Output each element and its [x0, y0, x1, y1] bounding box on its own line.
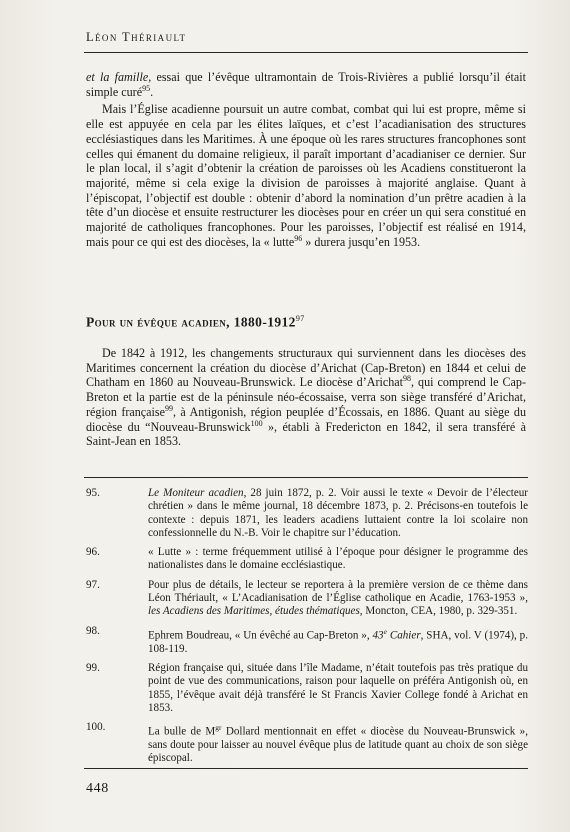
- footnote-number: 96.: [86, 546, 100, 559]
- paragraph-2-part2: » durera jusqu’en 1953.: [302, 234, 421, 249]
- note-ref-97[interactable]: 97: [295, 314, 305, 323]
- footnote-segment: « Lutte » : terme fréquemment utilisé à l’époque pour désigner le programme des nationalistes dans le domaine ecclésiastique.: [148, 546, 528, 572]
- paragraph-1: [86, 70, 526, 99]
- footnote-segment: Pour plus de détails, le lecteur se reportera à la première version de ce thème dans Léon Thériault, « L’Acadianisation de l’Église catholique en Acadie, 1763-1953 »,: [148, 578, 528, 605]
- paragraph-1-italic: et la famille: [86, 70, 149, 84]
- paragraph-2-part1: Mais l’Église acadienne poursuit un autre combat, combat qui lui est propre, même si elle est appuyée en cela par les élites laïques, et c’est l’acadianisation des structures ecclésiastiques dans les Maritimes. À une époque où les rares structures francophones sont celles qui émanent du domaine religieux, il paraît important d’acadianiser ce dernier. Sur le plan local, il s’agit d’obtenir la création de paroisses où les Acadiens constitueront la majorité, même si cela exige la division de paroisses à majorité anglaise. Quant à l’épiscopat, l’objectif est double : obtenir d’abord la nomination d’un prêtre acadien à la tête d’un diocèse et ensuite restructurer les diocèses pour en créer un qui sera constitué en majorité de catholiques francophones. Pour les paroisses, l’objectif est réalisé en 1914, mais pour ce qui est des diocèses, la « lutte: [86, 102, 526, 249]
- footnote-text: [148, 579, 528, 619]
- footnote-segment: Région française qui, située dans l’île Madame, n’était toutefois pas très pratique du point de vue des communications, raison pour laquelle on préféra Antigonish où, en 1855, l’évêque avait déjà transféré le St Francis Xavier College fondé à Arichat en 1853.: [148, 661, 528, 714]
- section-paragraph-part2: , qui comprend le Cap-Breton et la partie est de la péninsule néo-écossaise, verra son siège transféré d’Arichat, région française: [86, 375, 527, 419]
- footnote-segment: 43: [372, 629, 384, 642]
- running-head: Léon Thériault: [86, 30, 187, 44]
- footnote-segment: Dollard mentionnait en effet « diocèse du Nouveau-Brunswick », sans doute pour laisser au nouvel évêque plus de latitude quant au choix de son siège épiscopal.: [148, 725, 529, 765]
- footer-rule: [84, 768, 528, 769]
- footnote-number: 98.: [86, 624, 100, 637]
- footnote-segment: Le Moniteur acadien: [148, 487, 244, 499]
- footnote-segment: , 28 juin 1872, p. 2. Voir aussi le texte « Devoir de l’électeur chrétien » dans le même journal, 18 décembre 1873, p. 2. Précisons-en toutefois le contexte : depuis 1871, les leaders acadiens luttaient contre la loi scolaire non confessionnelle du N.-B. Voir le chapitre sur l’éducation.: [148, 487, 528, 539]
- footnote-text: [148, 662, 528, 715]
- footnote-text: [148, 721, 528, 766]
- footnote-text: [148, 625, 528, 656]
- footnote-segment: les Acadiens des Maritimes, études thématiques: [148, 605, 360, 618]
- section-heading-text: Pour un évêque acadien, 1880-1912: [86, 314, 296, 330]
- footnote-number: 99.: [86, 661, 100, 674]
- footnote-number: 97.: [86, 578, 100, 591]
- section-paragraph-part3: , à Antigonish, région peuplée d’Écossais, en 1886. Quant au siège du diocèse du “Nouveau-Brunswick: [86, 404, 526, 434]
- footnote-segment: Ephrem Boudreau, « Un évêché au Cap-Breton »,: [148, 629, 373, 642]
- footnote: [84, 625, 528, 656]
- header-rule: [84, 52, 528, 53]
- footnote-text: [148, 546, 528, 573]
- footnote-segment: La bulle de M: [148, 725, 216, 738]
- main-text: [86, 70, 526, 252]
- paragraph-2: [86, 102, 526, 249]
- paragraph-1-end: .: [150, 84, 154, 99]
- page-number: 448: [86, 781, 109, 796]
- footnote-text: [148, 487, 528, 540]
- paragraph-1-text: , essai que l’évêque ultramontain de Trois-Rivières a publié lorsqu’il était simple curé: [86, 70, 526, 99]
- footnotes-rule: [84, 477, 528, 478]
- footnote: [84, 546, 528, 573]
- section-paragraph-part4: », établi à Fredericton en 1842, il sera transféré à Saint-Jean en 1853.: [86, 419, 527, 449]
- note-ref-95[interactable]: 95: [142, 83, 151, 93]
- section-paragraph-part1: De 1842 à 1912, les changements structuraux qui surviennent dans les diocèses des Maritimes concernent la création du diocèse d’Arichat (Cap-Breton) en 1844 et celui de Chatham en 1860 au Nouveau-Brunswick. Le diocèse d’Arichat: [86, 346, 526, 390]
- footnote: [84, 579, 528, 619]
- footnotes: [84, 487, 528, 772]
- section-paragraph: [86, 346, 526, 449]
- footnote-segment: e: [383, 626, 387, 636]
- section-text: [86, 346, 526, 449]
- footnote: [84, 487, 528, 540]
- note-ref-100[interactable]: 100: [250, 418, 263, 428]
- footnote-number: 100.: [86, 721, 106, 734]
- footnote-number: 95.: [86, 487, 100, 499]
- section-heading: [86, 314, 526, 331]
- footnote-segment: , Moncton, CEA, 1980, p. 329-351.: [359, 605, 518, 618]
- note-ref-99[interactable]: 99: [164, 403, 173, 413]
- note-ref-98[interactable]: 98: [403, 374, 412, 384]
- footnote: [84, 721, 528, 766]
- footnote-segment: gr: [215, 723, 222, 733]
- footnote-segment: Cahier: [386, 629, 421, 642]
- footnote: [84, 662, 528, 715]
- note-ref-96[interactable]: 96: [294, 233, 303, 243]
- footnote-segment: , SHA, vol. V (1974), p. 108-119.: [148, 629, 529, 655]
